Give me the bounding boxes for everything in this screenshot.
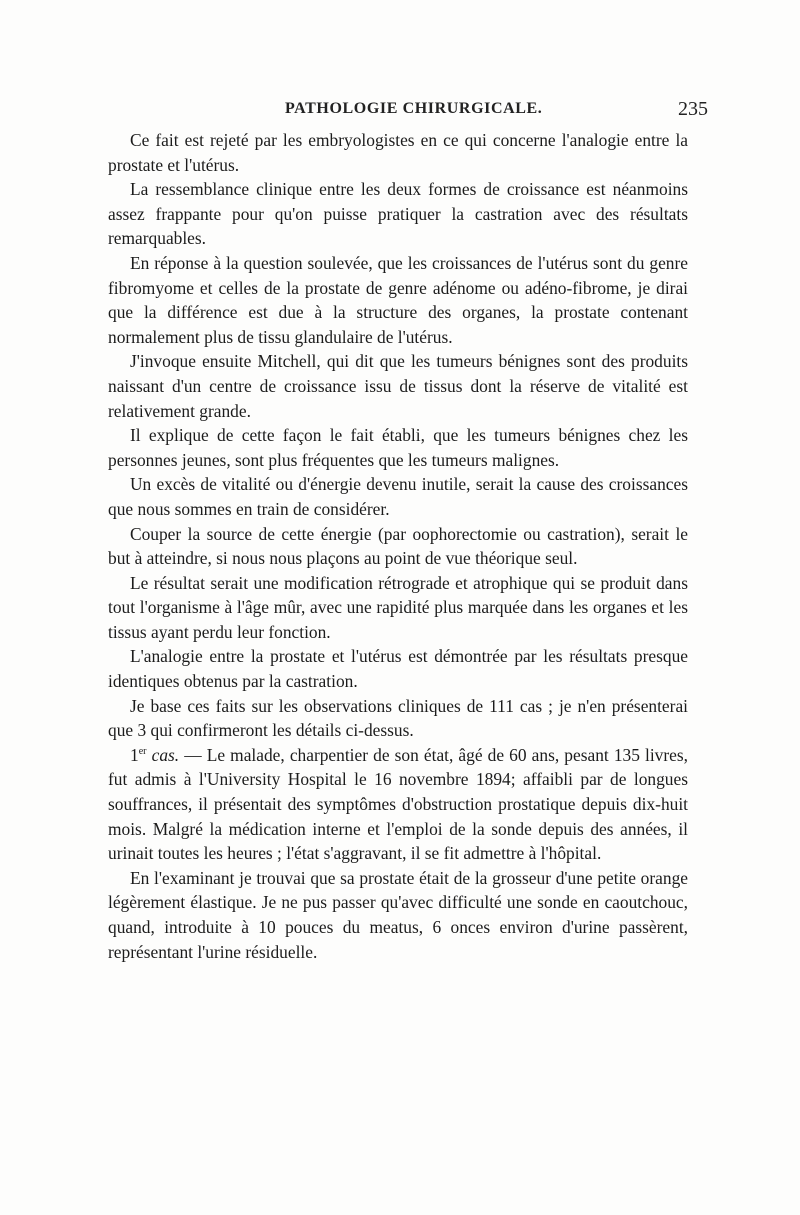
paragraph-8: Le résultat serait une modification rétrograde et atrophique qui se produit dans tout l'organisme à l'âge mûr, avec une rapidité plus marquée dans les organes et les tissus ayant perdu leur fonction.	[108, 572, 688, 642]
paragraph-3: En réponse à la question soulevée, que les croissances de l'utérus sont du genre fibromyome et celles de la prostate de genre adénome ou adéno-fibrome, je dirai que la différence est due à la structure des organes, la prostate contenant normalement plus de tissu glandulaire de l'utérus.	[108, 252, 688, 347]
page-number: 235	[678, 98, 708, 120]
running-title: PATHOLOGIE CHIRURGICALE.	[285, 100, 543, 117]
paragraph-7: Couper la source de cette énergie (par oophorectomie ou castration), serait le but à atteindre, si nous nous plaçons au point de vue théorique seul.	[108, 523, 688, 569]
paragraph-2: La ressemblance clinique entre les deux formes de croissance est néanmoins assez frappante pour qu'on puisse pratiquer la castration avec des résultats remarquables.	[108, 179, 688, 249]
paragraph-9: L'analogie entre la prostate et l'utérus est démontrée par les résultats presque identiques obtenus par la castration.	[108, 646, 688, 692]
case-paragraph	[108, 743, 688, 866]
final-paragraph: En l'examinant je trouvai que sa prostate était de la grosseur d'une petite orange légèrement élastique. Je ne pus passer qu'avec difficulté une sonde en caoutchouc, quand, introduite à 10 pouces du meatus, 6 onces environ d'urine passèrent, représentant l'urine résiduelle.	[108, 867, 688, 962]
running-head	[108, 100, 708, 126]
paragraph-5: Il explique de cette façon le fait établi, que les tumeurs bénignes chez les personnes jeunes, sont plus fréquentes que les tumeurs malignes.	[108, 425, 688, 470]
body-text	[108, 128, 688, 964]
case-number: 1	[130, 744, 139, 765]
case-text: — Le malade, charpentier de son état, âgé de 60 ans, pesant 135 livres, fut admis à l'University Hospital le 16 novembre 1894; affaibli par de longues souffrances, il présentait des symptômes d'obstruction prostatique depuis dix-huit mois. Malgré la médication interne et l'emploi de la sonde depuis des années, il urinait toutes les heures ; l'état s'aggravant, il se fit admettre à l'hôpital.	[108, 744, 688, 864]
case-label: cas.	[151, 744, 180, 765]
paragraph-1: Ce fait est rejeté par les embryologistes en ce qui concerne l'analogie entre la prostate et l'utérus.	[108, 130, 688, 175]
paragraph-10: Je base ces faits sur les observations cliniques de 111 cas ; je n'en présenterai que 3 qui confirmeront les détails ci-dessus.	[108, 695, 688, 741]
paragraph-4: J'invoque ensuite Mitchell, qui dit que les tumeurs bénignes sont des produits naissant d'un centre de croissance issu de tissus dont la réserve de vitalité est relativement grande.	[108, 351, 688, 421]
case-ordinal: er	[138, 746, 147, 758]
paragraph-6: Un excès de vitalité ou d'énergie devenu inutile, serait la cause des croissances que nous sommes en train de considérer.	[108, 474, 688, 519]
